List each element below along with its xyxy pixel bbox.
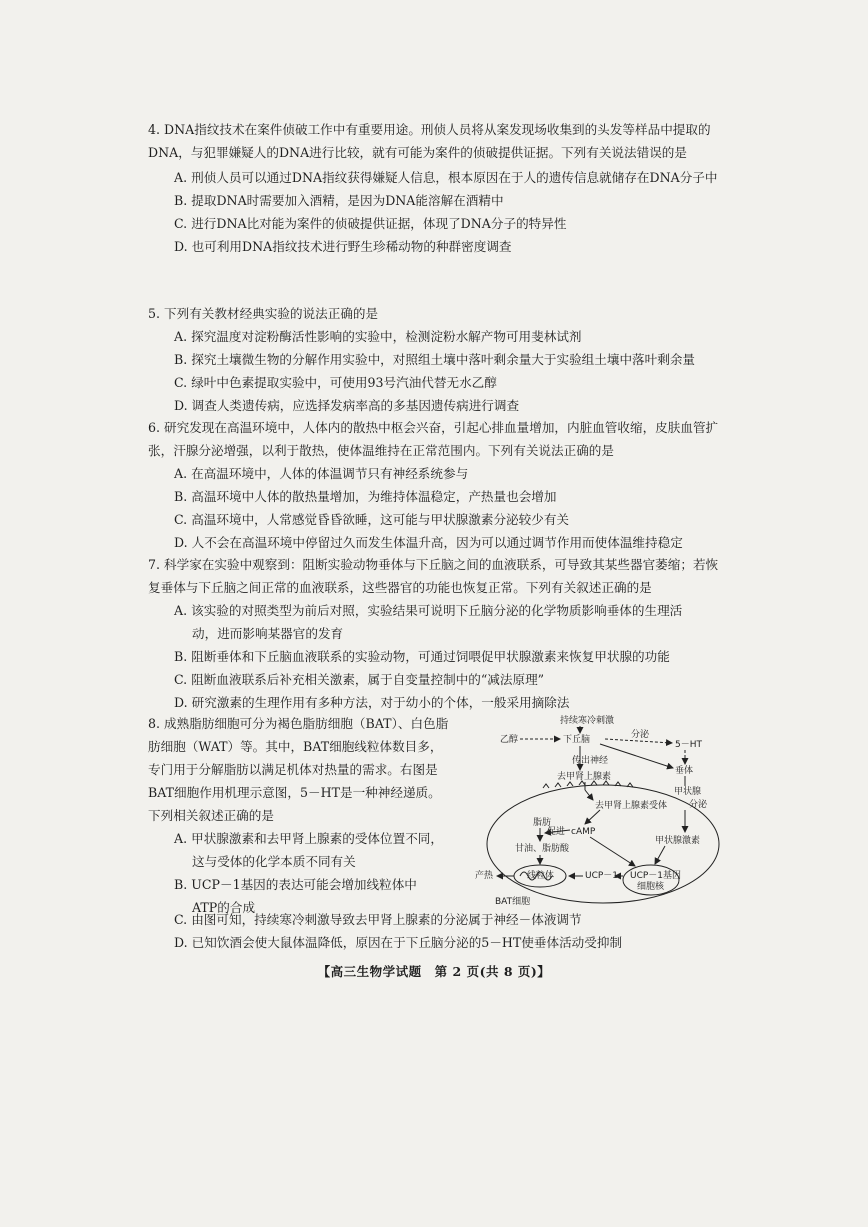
question-4-stem: 4. DNA指纹技术在案件侦破工作中有重要用途。刑侦人员将从案发现场收集到的头发等样品中提取的DNA，与犯罪嫌疑人的DNA进行比较，就有可能为案件的侦破提供证据。下列有关说法错误的是 [148, 122, 711, 160]
question-8-option-c: C. 由图可知，持续寒冷刺激导致去甲肾上腺素的分泌属于神经－体液调节 [174, 912, 582, 927]
label-ucp1-gene: UCP－1基因 [630, 871, 682, 881]
question-7-option-a: A. 该实验的对照类型为前后对照，实验结果可说明下丘脑分泌的化学物质影响垂体的生理活 [174, 603, 683, 618]
question-7 [148, 553, 728, 714]
question-5-option-c: C. 绿叶中色素提取实验中，可使用93号汽油代替无水乙醇 [174, 375, 497, 390]
label-promote: 促进 [547, 827, 566, 837]
label-thyroid-hormone: 甲状腺激素 [655, 836, 701, 846]
question-4-option-d: D. 也可利用DNA指纹技术进行野生珍稀动物的种群密度调查 [174, 239, 512, 254]
question-5 [148, 302, 728, 417]
label-efferent-nerve: 传出神经 [572, 756, 609, 766]
label-hypothalamus: 下丘脑 [563, 735, 591, 745]
question-6-option-a: A. 在高温环境中，人体的体温调节只有神经系统参与 [174, 466, 469, 481]
label-heat: 产热 [475, 871, 494, 881]
label-bat-cell: BAT细胞 [495, 897, 531, 907]
question-4-option-a: A. 刑侦人员可以通过DNA指纹获得嫌疑人信息，根本原因在于人的遗传信息就储存在DNA分子中 [174, 170, 718, 185]
question-7-option-c: C. 阻断血液联系后补充相关激素，属于自变量控制中的“减法原理” [174, 672, 545, 687]
question-5-option-d: D. 调查人类遗传病，应选择发病率高的多基因遗传病进行调查 [174, 398, 520, 413]
label-glycerol-fatty-acid: 甘油、脂肪酸 [515, 844, 570, 854]
bat-mechanism-diagram [475, 706, 735, 912]
question-8-option-b-cont: ATP的合成 [192, 900, 256, 915]
question-6-option-c: C. 高温环境中，人常感觉昏昏欲睡，这可能与甲状腺激素分泌较少有关 [174, 512, 570, 527]
label-ne-receptor: 去甲肾上腺素受体 [595, 801, 668, 811]
question-4-option-c: C. 进行DNA比对能为案件的侦破提供证据，体现了DNA分子的特异性 [174, 216, 567, 231]
label-pituitary: 垂体 [675, 766, 694, 776]
page-footer: 【高三生物学试题 第 2 页(共 8 页)】 [317, 964, 551, 979]
question-7-option-a-cont: 动，进而影响某器官的发育 [192, 626, 344, 641]
question-7-option-d: D. 研究激素的生理作用有多种方法，对于幼小的个体，一般采用摘除法 [174, 695, 570, 710]
label-ucp1: UCP－1 [585, 871, 619, 881]
question-7-stem: 7. 科学家在实验中观察到：阻断实验动物垂体与下丘脑之间的血液联系，可导致其某些器官萎缩；若恢复垂体与下丘脑之间正常的血液联系，这些器官的功能也恢复正常。下列有关叙述正确的是 [148, 557, 719, 595]
label-norepinephrine: 去甲肾上腺素 [557, 772, 612, 782]
label-ethanol: 乙醇 [500, 735, 519, 745]
label-nucleus: 细胞核 [637, 882, 665, 892]
label-cold-stimulus: 持续寒冷刺激 [560, 716, 615, 726]
question-8 [148, 712, 453, 919]
question-5-stem: 5. 下列有关教材经典实验的说法正确的是 [148, 306, 379, 321]
question-8-options-cd [148, 908, 728, 954]
question-8-option-b: B. UCP－1基因的表达可能会增加线粒体中 [174, 877, 417, 892]
question-5-option-a: A. 探究温度对淀粉酶活性影响的实验中，检测淀粉水解产物可用斐林试剂 [174, 329, 582, 344]
question-8-option-a: A. 甲状腺激素和去甲肾上腺素的受体位置不同， [174, 831, 443, 846]
label-fat: 脂肪 [533, 818, 552, 828]
label-tsh-line1: 甲状腺 [674, 787, 702, 797]
question-7-option-b: B. 阻断垂体和下丘脑血液联系的实验动物，可通过饲喂促甲状腺激素来恢复甲状腺的功能 [174, 649, 670, 664]
label-camp: cAMP [571, 827, 596, 837]
question-6-option-d: D. 人不会在高温环境中停留过久而发生体温升高，因为可以通过调节作用而使体温维持稳定 [174, 535, 683, 550]
label-secrete: 分泌 [631, 730, 650, 740]
question-6 [148, 416, 728, 554]
label-tsh-line2: 分泌 [689, 800, 708, 810]
label-mitochondria: 线粒体 [527, 871, 555, 881]
question-8-stem: 8. 成熟脂肪细胞可分为褐色脂肪细胞（BAT）、白色脂肪细胞（WAT）等。其中，BAT细胞线粒体数目多，专门用于分解脂肪以满足机体对热量的需求。右图是BAT细胞作用机理示意图，5－HT是一种神经递质。下列相关叙述正确的是 [148, 716, 449, 823]
label-5ht: 5－HT [675, 740, 702, 750]
question-4-option-b: B. 提取DNA时需要加入酒精，是因为DNA能溶解在酒精中 [174, 193, 504, 208]
question-6-option-b: B. 高温环境中人体的散热量增加，为维持体温稳定，产热量也会增加 [174, 489, 557, 504]
question-4 [148, 118, 728, 258]
question-8-option-a-cont: 这与受体的化学本质不同有关 [192, 854, 356, 869]
question-5-option-b: B. 探究土壤微生物的分解作用实验中，对照组土壤中落叶剩余量大于实验组土壤中落叶剩余量 [174, 352, 696, 367]
question-8-option-d: D. 已知饮酒会使大鼠体温降低，原因在于下丘脑分泌的5－HT使垂体活动受抑制 [174, 935, 623, 950]
question-6-stem: 6. 研究发现在高温环境中，人体内的散热中枢会兴奋，引起心排血量增加，内脏血管收缩，皮肤血管扩张，汗腺分泌增强，以利于散热，使体温维持在正常范围内。下列有关说法正确的是 [148, 420, 719, 458]
